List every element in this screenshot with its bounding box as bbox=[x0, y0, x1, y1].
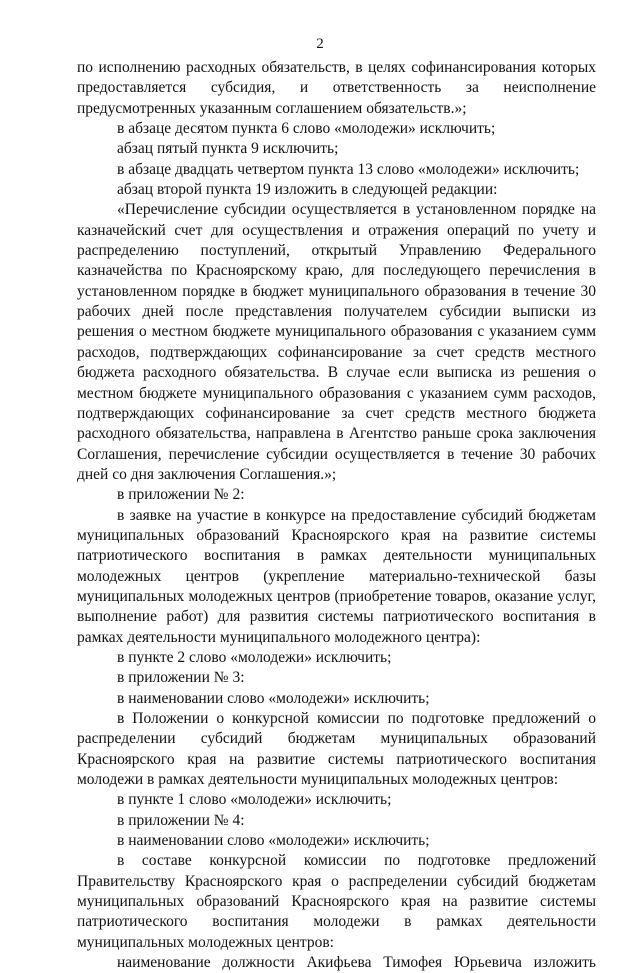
paragraph: в заявке на участие в конкурсе на предоставление субсидий бюджетам муниципальных образований Красноярского края на развитие системы патриотического воспитания в рамках деятельности муниципальных молодежных центров (укрепление материально-технической базы муниципальных молодежных центров (приобретение товаров, оказание услуг, выполнение работ) для развития системы патриотического воспитания в рамках деятельности муниципального молодежного центра): bbox=[77, 506, 596, 646]
paragraph: в составе конкурсной комиссии по подготовке предложений Правительству Красноярского края о распределении субсидий бюджетам муниципальных образований Красноярского края на развитие системы патриотического воспитания молодежи в рамках деятельности муниципальных молодежных центров: bbox=[77, 852, 596, 951]
paragraph: в приложении № 3: bbox=[117, 669, 245, 687]
paragraph: абзац второй пункта 19 изложить в следующей редакции: bbox=[117, 181, 498, 199]
paragraph: в приложении № 2: bbox=[117, 486, 245, 504]
paragraph: в приложении № 4: bbox=[117, 811, 245, 829]
page-number: 2 bbox=[316, 36, 324, 52]
paragraph: абзац пятый пункта 9 исключить; bbox=[117, 140, 339, 158]
paragraph: по исполнению расходных обязательств, в целях софинансирования которых предоставляется субсидия, и ответственность за неисполнение предусмотренных указанным соглашением обязательств.»; bbox=[77, 59, 596, 117]
paragraph: в абзаце десятом пункта 6 слово «молодежи» исключить; bbox=[117, 120, 496, 138]
paragraph: в абзаце двадцать четвертом пункта 13 слово «молодежи» исключить; bbox=[117, 160, 580, 178]
paragraph: «Перечисление субсидии осуществляется в установленном порядке на казначейский счет для осуществления и отражения операций по учету и распределению поступлений, открытый Управлению Федерального казначейства по Красноярскому краю, для последующего перечисления в установленном порядке в бюджет муниципального образования в течение 30 рабочих дней после представления получателем субсидии выписки из решения о местном бюджете муниципального образования с указанием сумм расходов, подтверждающих софинансирование за счет средств местного бюджета расходного обязательства. В случае если выписка из решения о местном бюджете муниципального образования с указанием сумм расходов, подтверждающих софинансирование за счет средств местного бюджета расходного обязательства, направлена в Агентство раньше срока заключения Соглашения, перечисление субсидии осуществляется в течение 30 рабочих дней со дня заключения Соглашения.»; bbox=[77, 201, 596, 483]
paragraph: в Положении о конкурсной комиссии по подготовке предложений о распределении субсидий бюджетам муниципальных образований Красноярского края на развитие системы патриотического воспитания молодежи в рамках деятельности муниципальных молодежных центров: bbox=[77, 710, 596, 789]
paragraph: в наименовании слово «молодежи» исключить; bbox=[117, 689, 430, 707]
paragraph: в пункте 1 слово «молодежи» исключить; bbox=[117, 791, 392, 809]
paragraph: в наименовании слово «молодежи» исключить; bbox=[117, 832, 430, 850]
document-body bbox=[77, 58, 596, 973]
paragraph: в пункте 2 слово «молодежи» исключить; bbox=[117, 648, 392, 666]
paragraph: наименование должности Акифьева Тимофея Юрьевича изложить bbox=[117, 954, 596, 972]
